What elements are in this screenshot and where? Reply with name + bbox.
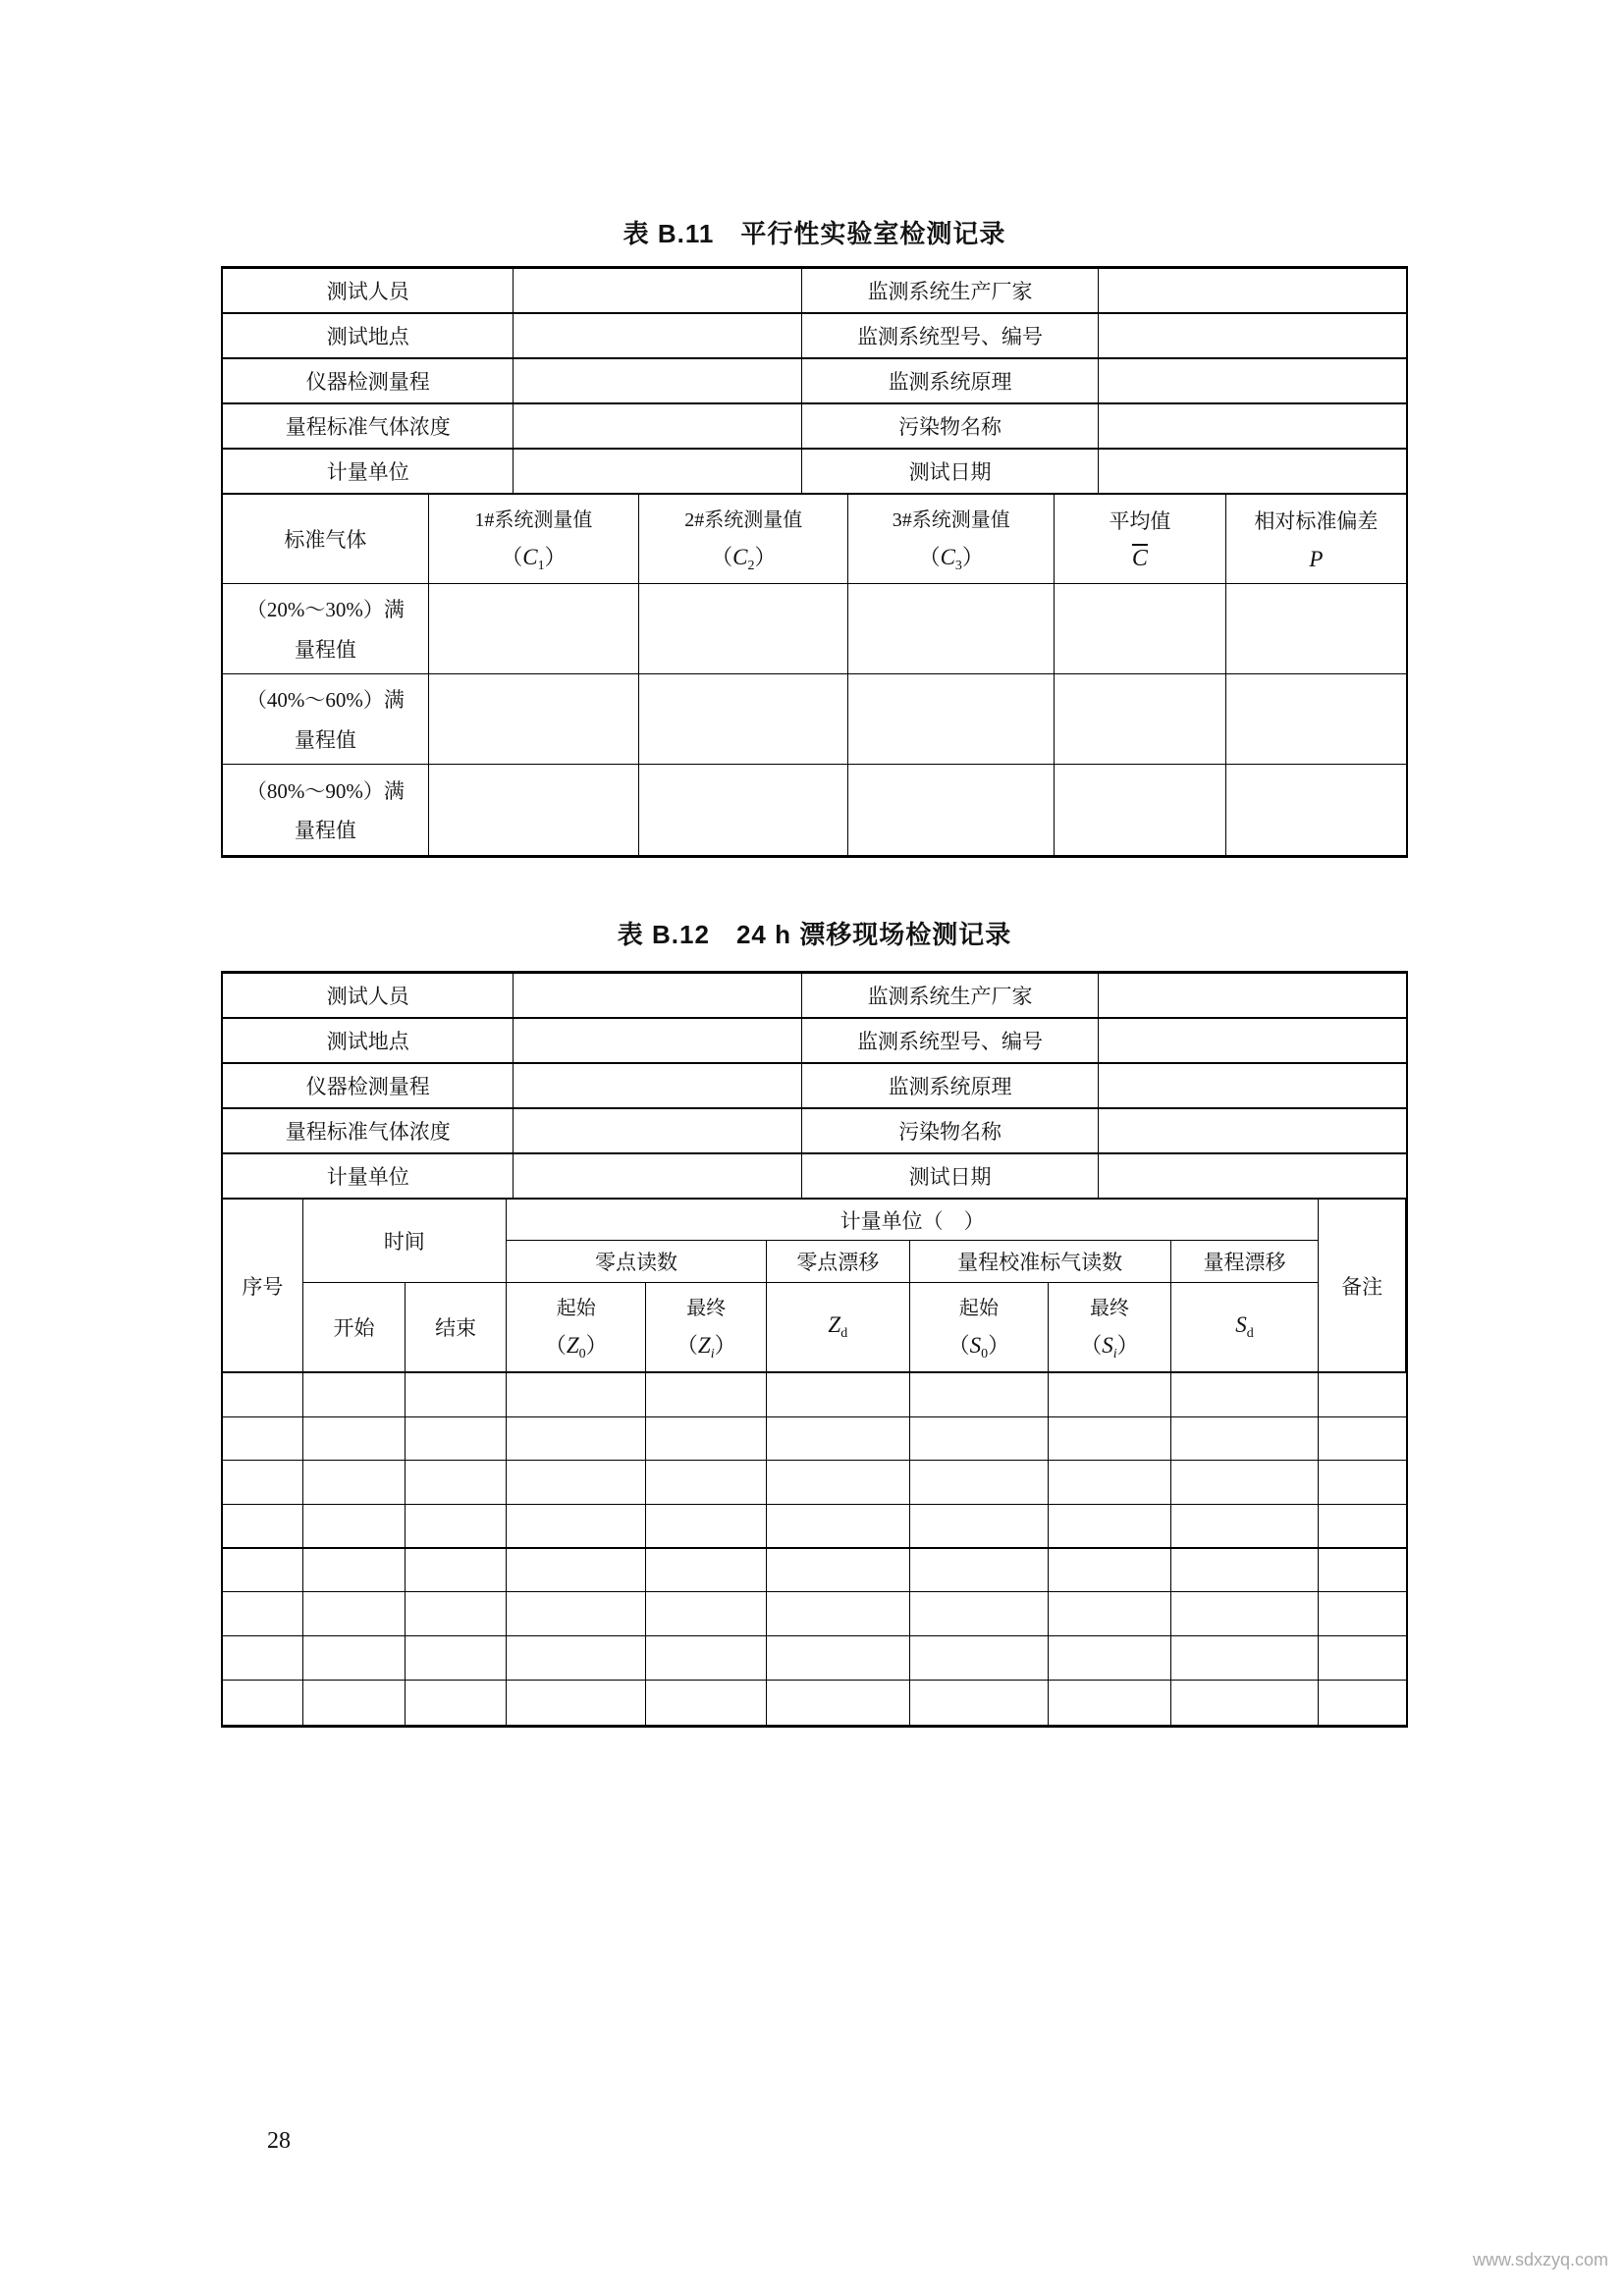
table-row xyxy=(223,674,1406,765)
empty-cell xyxy=(767,1592,910,1636)
info-label: 污染物名称 xyxy=(802,1109,1098,1152)
blank-field xyxy=(1055,765,1226,855)
page-number: 28 xyxy=(267,2128,291,2154)
table-row xyxy=(223,1154,1406,1200)
blank-field xyxy=(514,1154,802,1198)
table-b11 xyxy=(221,266,1408,858)
blank-field xyxy=(1226,765,1406,855)
empty-cell xyxy=(1171,1549,1320,1593)
table-header-block xyxy=(223,1200,1406,1373)
info-label: 计量单位 xyxy=(223,450,514,493)
header-line: 3#系统测量值 xyxy=(892,509,1010,531)
info-label: 仪器检测量程 xyxy=(223,359,514,402)
row-label: （20%～30%）满 量程值 xyxy=(223,584,429,673)
empty-cell xyxy=(646,1505,767,1549)
empty-cell xyxy=(1049,1681,1171,1725)
empty-cell xyxy=(303,1681,406,1725)
empty-cell xyxy=(767,1373,910,1417)
blank-field xyxy=(1099,1154,1406,1198)
blank-field xyxy=(429,584,639,673)
empty-cell xyxy=(1049,1373,1171,1417)
column-header-si: 最终 $(S_i)$ xyxy=(1049,1283,1171,1371)
column-header-remark: 备注 xyxy=(1319,1200,1406,1371)
info-label: 测试地点 xyxy=(223,314,514,357)
empty-cell xyxy=(910,1681,1050,1725)
column-header-zd: $Z_d$ xyxy=(767,1283,910,1371)
empty-cell xyxy=(303,1636,406,1681)
empty-cell xyxy=(910,1592,1050,1636)
info-label: 仪器检测量程 xyxy=(223,1064,514,1107)
blank-field xyxy=(514,1019,802,1062)
column-header-z0: 起始 $(Z_0)$ xyxy=(507,1283,647,1371)
empty-cell xyxy=(223,1505,303,1549)
blank-field xyxy=(1099,450,1406,493)
column-header-time: 时间 xyxy=(303,1200,507,1283)
empty-cell xyxy=(223,1592,303,1636)
column-header-seq: 序号 xyxy=(223,1200,303,1371)
table-row xyxy=(223,765,1406,855)
empty-cell xyxy=(910,1461,1050,1505)
column-header-system1 xyxy=(429,495,639,583)
empty-cell xyxy=(646,1461,767,1505)
column-header-start: 开始 xyxy=(303,1283,406,1371)
empty-cell xyxy=(507,1505,647,1549)
blank-field xyxy=(1099,269,1406,312)
column-header-zero-reading: 零点读数 xyxy=(507,1241,767,1283)
table-row xyxy=(223,1019,1406,1064)
empty-cell xyxy=(406,1592,507,1636)
header-line: 平均值 xyxy=(1109,509,1171,533)
blank-field xyxy=(848,584,1055,673)
symbol-c-bar: $\overline{C}$ xyxy=(1131,546,1148,571)
column-header-end: 结束 xyxy=(406,1283,507,1371)
empty-cell xyxy=(1319,1417,1406,1462)
blank-field xyxy=(514,269,802,312)
table-row xyxy=(223,584,1406,674)
info-label: 污染物名称 xyxy=(802,404,1098,448)
table-row xyxy=(223,404,1406,450)
row-label: （40%～60%）满 量程值 xyxy=(223,674,429,764)
empty-cell xyxy=(1319,1549,1406,1593)
blank-field xyxy=(1099,314,1406,357)
info-label: 监测系统生产厂家 xyxy=(802,269,1098,312)
empty-cell xyxy=(223,1636,303,1681)
blank-field xyxy=(514,404,802,448)
empty-cell xyxy=(406,1549,507,1593)
column-header-average xyxy=(1055,495,1226,583)
empty-cell xyxy=(1171,1373,1320,1417)
info-label: 监测系统原理 xyxy=(802,1064,1098,1107)
symbol-c3: $(C_3)$ xyxy=(918,545,984,573)
empty-cell xyxy=(1171,1681,1320,1725)
empty-cell xyxy=(223,1373,303,1417)
table-row xyxy=(223,450,1406,495)
empty-cell xyxy=(1049,1592,1171,1636)
blank-field xyxy=(639,674,848,764)
empty-cell xyxy=(1049,1549,1171,1593)
empty-cell xyxy=(303,1417,406,1462)
empty-cell xyxy=(1171,1636,1320,1681)
empty-cell xyxy=(507,1461,647,1505)
column-header-system3 xyxy=(848,495,1055,583)
empty-cell xyxy=(1319,1461,1406,1505)
empty-cell xyxy=(1319,1505,1406,1549)
empty-cell xyxy=(303,1373,406,1417)
empty-cell xyxy=(767,1461,910,1505)
empty-cell xyxy=(767,1505,910,1549)
table-row xyxy=(223,974,1406,1019)
watermark: www.sdxzyq.com xyxy=(1472,2250,1608,2269)
column-header-standard-gas: 标准气体 xyxy=(223,495,429,583)
empty-cell xyxy=(1171,1417,1320,1462)
empty-cell xyxy=(303,1505,406,1549)
empty-cell xyxy=(1319,1636,1406,1681)
blank-field xyxy=(429,765,639,855)
table-body-empty-rows xyxy=(223,1373,1406,1725)
empty-cell xyxy=(646,1592,767,1636)
empty-cell xyxy=(1049,1505,1171,1549)
empty-cell xyxy=(223,1681,303,1725)
empty-cell xyxy=(1171,1592,1320,1636)
blank-field xyxy=(514,974,802,1017)
table-row xyxy=(223,269,1406,314)
blank-field xyxy=(639,584,848,673)
blank-field xyxy=(1099,359,1406,402)
blank-field xyxy=(514,450,802,493)
table-row xyxy=(223,359,1406,404)
column-header-span-drift: 量程漂移 xyxy=(1171,1241,1320,1283)
blank-field xyxy=(1099,974,1406,1017)
empty-cell xyxy=(1171,1461,1320,1505)
blank-field xyxy=(1099,1064,1406,1107)
empty-cell xyxy=(767,1681,910,1725)
blank-field xyxy=(429,674,639,764)
empty-cell xyxy=(646,1549,767,1593)
empty-cell xyxy=(303,1549,406,1593)
empty-cell xyxy=(646,1373,767,1417)
symbol-c1: $(C_1)$ xyxy=(501,545,567,573)
info-label: 量程标准气体浓度 xyxy=(223,1109,514,1152)
blank-field xyxy=(514,359,802,402)
empty-cell xyxy=(910,1505,1050,1549)
row-label: （80%～90%）满 量程值 xyxy=(223,765,429,855)
info-label: 监测系统型号、编号 xyxy=(802,314,1098,357)
empty-cell xyxy=(406,1461,507,1505)
empty-cell xyxy=(646,1417,767,1462)
empty-cell xyxy=(767,1549,910,1593)
empty-cell xyxy=(223,1461,303,1505)
table-row xyxy=(223,314,1406,359)
symbol-p: P xyxy=(1309,546,1324,571)
page-content xyxy=(221,0,1408,1728)
table-b12-title: 表 B.12 24 h 漂移现场检测记录 xyxy=(617,920,1012,949)
empty-cell xyxy=(507,1373,647,1417)
symbol-c2: $(C_2)$ xyxy=(711,545,777,573)
empty-cell xyxy=(406,1636,507,1681)
header-line: 1#系统测量值 xyxy=(474,509,593,531)
empty-cell xyxy=(223,1549,303,1593)
column-header-span-reading: 量程校准标气读数 xyxy=(910,1241,1171,1283)
empty-cell xyxy=(767,1417,910,1462)
empty-cell xyxy=(1049,1417,1171,1462)
empty-cell xyxy=(406,1505,507,1549)
table-b12 xyxy=(221,971,1408,1728)
empty-cell xyxy=(910,1373,1050,1417)
blank-field xyxy=(1055,584,1226,673)
empty-cell xyxy=(223,1417,303,1462)
table-row xyxy=(223,1109,1406,1154)
empty-cell xyxy=(910,1417,1050,1462)
empty-cell xyxy=(1319,1592,1406,1636)
blank-field xyxy=(514,1109,802,1152)
info-label: 测试地点 xyxy=(223,1019,514,1062)
column-header-s0: 起始 $(S_0)$ xyxy=(910,1283,1050,1371)
info-label: 监测系统型号、编号 xyxy=(802,1019,1098,1062)
empty-cell xyxy=(1171,1505,1320,1549)
empty-cell xyxy=(910,1636,1050,1681)
blank-field xyxy=(1226,584,1406,673)
info-label: 测试日期 xyxy=(802,450,1098,493)
blank-field xyxy=(1226,674,1406,764)
info-label: 计量单位 xyxy=(223,1154,514,1198)
info-label: 监测系统原理 xyxy=(802,359,1098,402)
column-header-zi: 最终 $(Z_i)$ xyxy=(646,1283,767,1371)
empty-cell xyxy=(646,1681,767,1725)
empty-cell xyxy=(507,1681,647,1725)
column-header-rsd xyxy=(1226,495,1406,583)
blank-field xyxy=(639,765,848,855)
empty-cell xyxy=(1319,1681,1406,1725)
empty-cell xyxy=(767,1636,910,1681)
blank-field xyxy=(1099,1109,1406,1152)
empty-cell xyxy=(910,1549,1050,1593)
info-label: 测试日期 xyxy=(802,1154,1098,1198)
table-header-row xyxy=(223,495,1406,584)
column-header-zero-drift: 零点漂移 xyxy=(767,1241,910,1283)
blank-field xyxy=(1055,674,1226,764)
blank-field xyxy=(848,674,1055,764)
empty-cell xyxy=(646,1636,767,1681)
empty-cell xyxy=(303,1592,406,1636)
empty-cell xyxy=(507,1636,647,1681)
column-header-system2 xyxy=(639,495,848,583)
header-line: 相对标准偏差 xyxy=(1254,509,1379,534)
empty-cell xyxy=(1319,1373,1406,1417)
empty-cell xyxy=(406,1417,507,1462)
empty-cell xyxy=(507,1592,647,1636)
header-line: 2#系统测量值 xyxy=(684,509,803,531)
empty-cell xyxy=(507,1549,647,1593)
info-label: 测试人员 xyxy=(223,269,514,312)
empty-cell xyxy=(1049,1636,1171,1681)
empty-cell xyxy=(507,1417,647,1462)
blank-field xyxy=(1099,404,1406,448)
blank-field xyxy=(514,1064,802,1107)
empty-cell xyxy=(406,1373,507,1417)
empty-cell xyxy=(1049,1461,1171,1505)
blank-field xyxy=(848,765,1055,855)
table-b11-title: 表 B.11 平行性实验室检测记录 xyxy=(623,219,1006,248)
empty-cell xyxy=(303,1461,406,1505)
column-header-sd: $S_d$ xyxy=(1171,1283,1320,1371)
blank-field xyxy=(514,314,802,357)
info-label: 测试人员 xyxy=(223,974,514,1017)
info-label: 量程标准气体浓度 xyxy=(223,404,514,448)
blank-field xyxy=(1099,1019,1406,1062)
column-header-unit: 计量单位（ ） xyxy=(507,1200,1319,1241)
table-row xyxy=(223,1064,1406,1109)
info-label: 监测系统生产厂家 xyxy=(802,974,1098,1017)
empty-cell xyxy=(406,1681,507,1725)
